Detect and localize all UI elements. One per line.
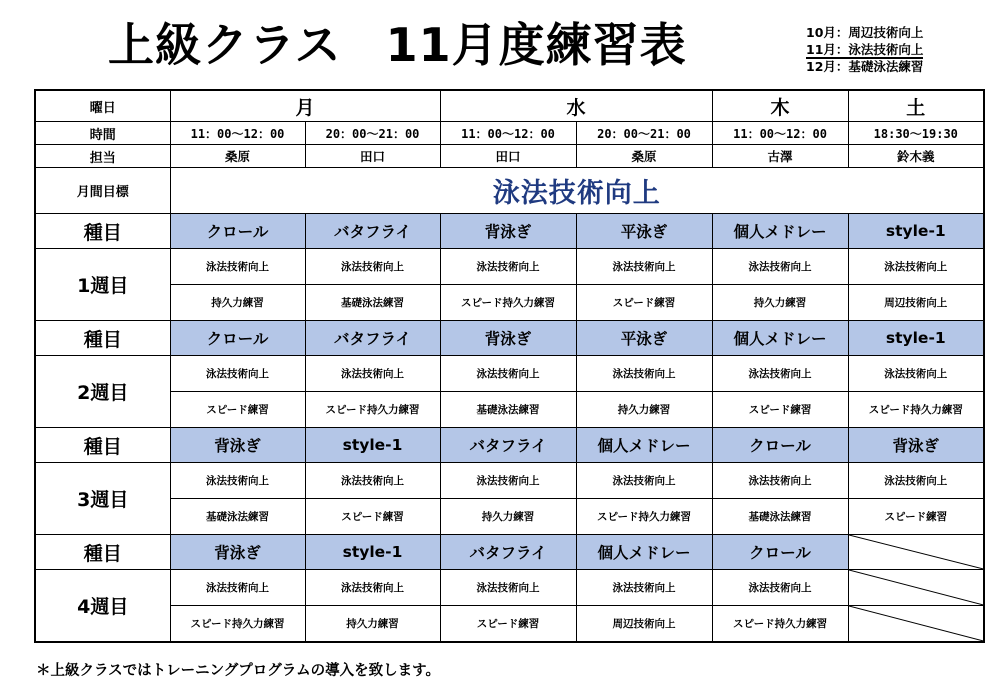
swim-stroke: 背泳ぎ [440,214,576,249]
practice-item: 泳法技術向上 [576,570,712,606]
practice-item: 泳法技術向上 [712,570,848,606]
swim-stroke: 個人メドレー [576,428,712,463]
staff-name: 鈴木義 [848,145,984,168]
practice-item: 基礎泳法練習 [305,285,440,321]
practice-item: スピード練習 [848,499,984,535]
legend-item-december: 12月：基礎泳法練習 [806,59,924,74]
week-row [35,249,984,285]
staff-name: 田口 [440,145,576,168]
swim-stroke: 平泳ぎ [576,214,712,249]
monthly-goal-row [35,168,984,214]
practice-item: 周辺技術向上 [576,606,712,643]
kind-row [35,428,984,463]
kind-label: 種目 [35,428,170,463]
practice-item: 泳法技術向上 [170,570,305,606]
staff-name: 桑原 [170,145,305,168]
day-header: 土 [848,90,984,122]
week-label: 2週目 [35,356,170,428]
practice-item: 持久力練習 [576,392,712,428]
week-label: 4週目 [35,570,170,643]
practice-item: 泳法技術向上 [440,249,576,285]
practice-item: 泳法技術向上 [305,570,440,606]
swim-stroke: 背泳ぎ [848,428,984,463]
swim-stroke: 背泳ぎ [440,321,576,356]
practice-item: 泳法技術向上 [305,356,440,392]
time-slot: 11：00〜12：00 [170,122,305,145]
week-row [35,499,984,535]
swim-stroke: クロール [170,214,305,249]
practice-item: 持久力練習 [440,499,576,535]
kind-label: 種目 [35,535,170,570]
empty-item-cell [848,570,984,606]
practice-item: 泳法技術向上 [305,463,440,499]
practice-item: スピード持久力練習 [576,499,712,535]
practice-item: 泳法技術向上 [170,356,305,392]
legend-item-october: 10月：周辺技術向上 [806,25,924,40]
practice-item: 持久力練習 [305,606,440,643]
swim-stroke: バタフライ [305,214,440,249]
time-slot: 11：00〜12：00 [440,122,576,145]
practice-item: 泳法技術向上 [170,249,305,285]
time-slot: 18:30〜19:30 [848,122,984,145]
practice-item: 泳法技術向上 [576,463,712,499]
practice-item: スピード練習 [170,392,305,428]
staff-name: 田口 [305,145,440,168]
kind-row [35,535,984,570]
swim-stroke: クロール [170,321,305,356]
practice-item: スピード持久力練習 [848,392,984,428]
kind-row [35,214,984,249]
empty-item-cell [848,606,984,643]
empty-kind-cell [848,535,984,570]
practice-item: スピード練習 [305,499,440,535]
swim-stroke: バタフライ [440,428,576,463]
monthly-goal: 泳法技術向上 [170,168,984,214]
practice-schedule-table [34,89,985,643]
practice-item: 泳法技術向上 [440,463,576,499]
page-title [108,14,718,76]
legend-item-november: 11月：泳法技術向上 [806,42,924,57]
week-row [35,392,984,428]
empty-slot-diagonal [849,535,984,569]
header-row-staff [35,145,984,168]
practice-item: スピード持久力練習 [170,606,305,643]
swim-stroke: バタフライ [305,321,440,356]
time-label: 時間 [35,122,170,145]
week-row [35,356,984,392]
practice-item: スピード練習 [440,606,576,643]
practice-item: 泳法技術向上 [305,249,440,285]
practice-item: 泳法技術向上 [848,249,984,285]
practice-item: 泳法技術向上 [848,356,984,392]
goal-label: 月間目標 [35,168,170,214]
day-header: 月 [170,90,440,122]
practice-item: スピード練習 [712,392,848,428]
title-month: 11月度練習表 [385,18,687,72]
practice-item: 泳法技術向上 [440,356,576,392]
week-row [35,606,984,643]
kind-label: 種目 [35,321,170,356]
title-class: 上級クラス [108,18,342,72]
practice-item: 持久力練習 [712,285,848,321]
swim-stroke: 個人メドレー [712,321,848,356]
week-row [35,570,984,606]
kind-label: 種目 [35,214,170,249]
week-label: 3週目 [35,463,170,535]
swim-stroke: style-1 [305,535,440,570]
practice-item: 基礎泳法練習 [170,499,305,535]
practice-item: 泳法技術向上 [712,356,848,392]
staff-label: 担当 [35,145,170,168]
header-row-days [35,90,984,122]
practice-item: 泳法技術向上 [170,463,305,499]
week-row [35,285,984,321]
time-slot: 20：00〜21：00 [305,122,440,145]
practice-item: 泳法技術向上 [576,356,712,392]
header-row-times [35,122,984,145]
week-row [35,463,984,499]
practice-item: スピード持久力練習 [712,606,848,643]
empty-slot-diagonal [849,570,984,605]
footer-note: ＊上級クラスではトレーニングプログラムの導入を致します。 [36,663,440,679]
practice-item: 持久力練習 [170,285,305,321]
staff-name: 桑原 [576,145,712,168]
swim-stroke: 背泳ぎ [170,535,305,570]
practice-item: 基礎泳法練習 [440,392,576,428]
practice-item: スピード持久力練習 [305,392,440,428]
practice-item: 周辺技術向上 [848,285,984,321]
swim-stroke: 個人メドレー [712,214,848,249]
day-label: 曜日 [35,90,170,122]
swim-stroke: style-1 [305,428,440,463]
kind-row [35,321,984,356]
empty-slot-diagonal [849,606,984,641]
practice-item: 泳法技術向上 [576,249,712,285]
swim-stroke: 個人メドレー [576,535,712,570]
practice-item: 泳法技術向上 [712,463,848,499]
practice-item: 泳法技術向上 [440,570,576,606]
practice-item: 基礎泳法練習 [712,499,848,535]
day-header: 水 [440,90,712,122]
time-slot: 20：00〜21：00 [576,122,712,145]
swim-stroke: バタフライ [440,535,576,570]
staff-name: 古澤 [712,145,848,168]
practice-item: スピード持久力練習 [440,285,576,321]
swim-stroke: クロール [712,428,848,463]
swim-stroke: 平泳ぎ [576,321,712,356]
practice-item: 泳法技術向上 [712,249,848,285]
day-header: 木 [712,90,848,122]
week-label: 1週目 [35,249,170,321]
practice-item: スピード練習 [576,285,712,321]
monthly-theme-legend [806,24,956,75]
swim-stroke: 背泳ぎ [170,428,305,463]
practice-item: 泳法技術向上 [848,463,984,499]
swim-stroke: style-1 [848,214,984,249]
swim-stroke: style-1 [848,321,984,356]
time-slot: 11：00〜12：00 [712,122,848,145]
swim-stroke: クロール [712,535,848,570]
